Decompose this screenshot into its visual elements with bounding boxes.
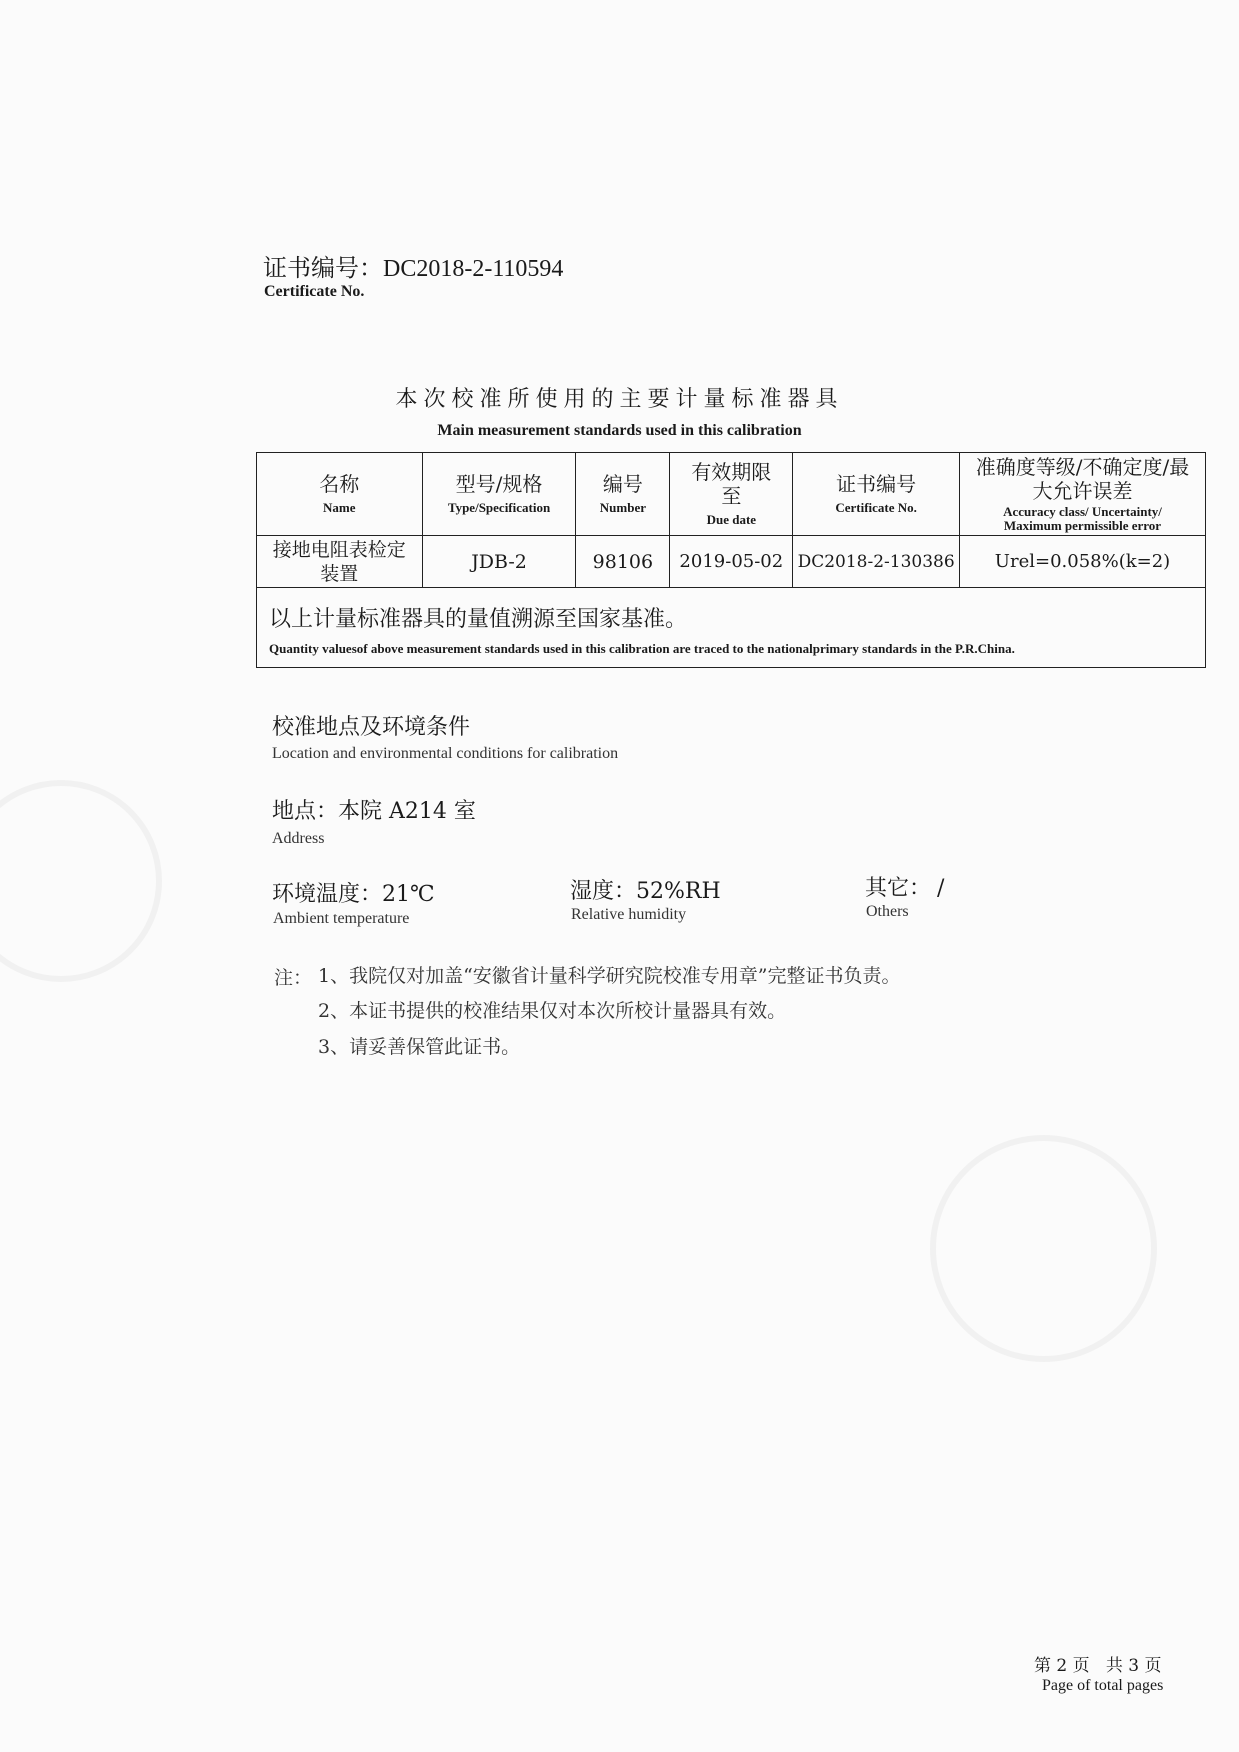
trace-statement-en: Quantity valuesof above measurement standards used in this calibration are traced to the nationalprimary standards in the P.R.China. <box>269 641 1015 656</box>
certificate-label-cn: 证书编号： <box>263 254 383 282</box>
standards-table <box>256 452 1206 668</box>
note-item-1: 1、我院仅对加盖“安徽省计量科学研究院校准专用章”完整证书负责。 <box>318 965 901 987</box>
address-label-cn: 地点： <box>272 799 339 824</box>
note-item-2: 2、本证书提供的校准结果仅对本次所校计量器具有效。 <box>318 1000 787 1022</box>
humidity-label-cn: 湿度： <box>570 879 637 904</box>
humidity-label-en: Relative humidity <box>571 906 687 923</box>
table-title-cn: 本次校准所使用的主要计量标准器具 <box>395 387 844 412</box>
header-certificate-no: 证书编号 Certificate No. <box>793 453 960 536</box>
temperature-label-cn: 环境温度： <box>272 882 383 907</box>
certificate-number-value: DC2018-2-110594 <box>383 256 564 282</box>
cell-type: JDB-2 <box>422 536 576 588</box>
others-line <box>865 871 944 902</box>
others-label-cn: 其它： <box>865 876 932 901</box>
header-name: 名称 Name <box>257 453 423 536</box>
trace-row <box>257 588 1206 668</box>
address-label-en: Address <box>272 830 325 847</box>
table-title-en: Main measurement standards used in this calibration <box>437 422 802 439</box>
certificate-number <box>263 248 563 283</box>
page-number-cn: 第 2 页 共 3 页 <box>1034 1656 1162 1676</box>
trace-cell <box>257 588 1206 668</box>
certificate-label-en: Certificate No. <box>264 283 365 300</box>
faint-stamp-right <box>930 1135 1157 1362</box>
humidity-value: 52%RH <box>636 879 721 904</box>
temperature-value: 21℃ <box>382 882 435 907</box>
header-type: 型号/规格 Type/Specification <box>422 453 576 536</box>
table-header-row <box>257 453 1206 536</box>
location-title-en: Location and environmental conditions for calibration <box>272 745 619 762</box>
header-accuracy: 准确度等级/不确定度/最大允许误差 Accuracy class/ Uncertainty/ Maximum permissible error <box>960 453 1206 536</box>
others-label-en: Others <box>866 903 909 920</box>
cell-name: 接地电阻表检定装置 <box>257 536 423 588</box>
cell-certificate-no: DC2018-2-130386 <box>793 536 960 588</box>
header-due-date: 有效期限至 Due date <box>670 453 793 536</box>
temperature-line <box>272 877 435 908</box>
note-item-3: 3、请妥善保管此证书。 <box>318 1036 521 1058</box>
location-title-cn: 校准地点及环境条件 <box>272 715 471 740</box>
cell-accuracy: Urel=0.058%(k=2) <box>960 536 1206 588</box>
faint-stamp-left <box>0 780 162 982</box>
humidity-line <box>570 874 721 905</box>
notes-prefix: 注： <box>274 967 313 989</box>
others-value: / <box>937 876 945 901</box>
address-value: 本院 A214 室 <box>338 799 476 824</box>
header-number: 编号 Number <box>576 453 670 536</box>
cell-number: 98106 <box>576 536 670 588</box>
temperature-label-en: Ambient temperature <box>273 910 410 927</box>
trace-statement-cn: 以上计量标准器具的量值溯源至国家基准。 <box>269 607 688 632</box>
table-row <box>257 536 1206 588</box>
address-line <box>272 794 476 825</box>
page-number-en: Page of total pages <box>1042 1677 1164 1694</box>
cell-due-date: 2019-05-02 <box>670 536 793 588</box>
